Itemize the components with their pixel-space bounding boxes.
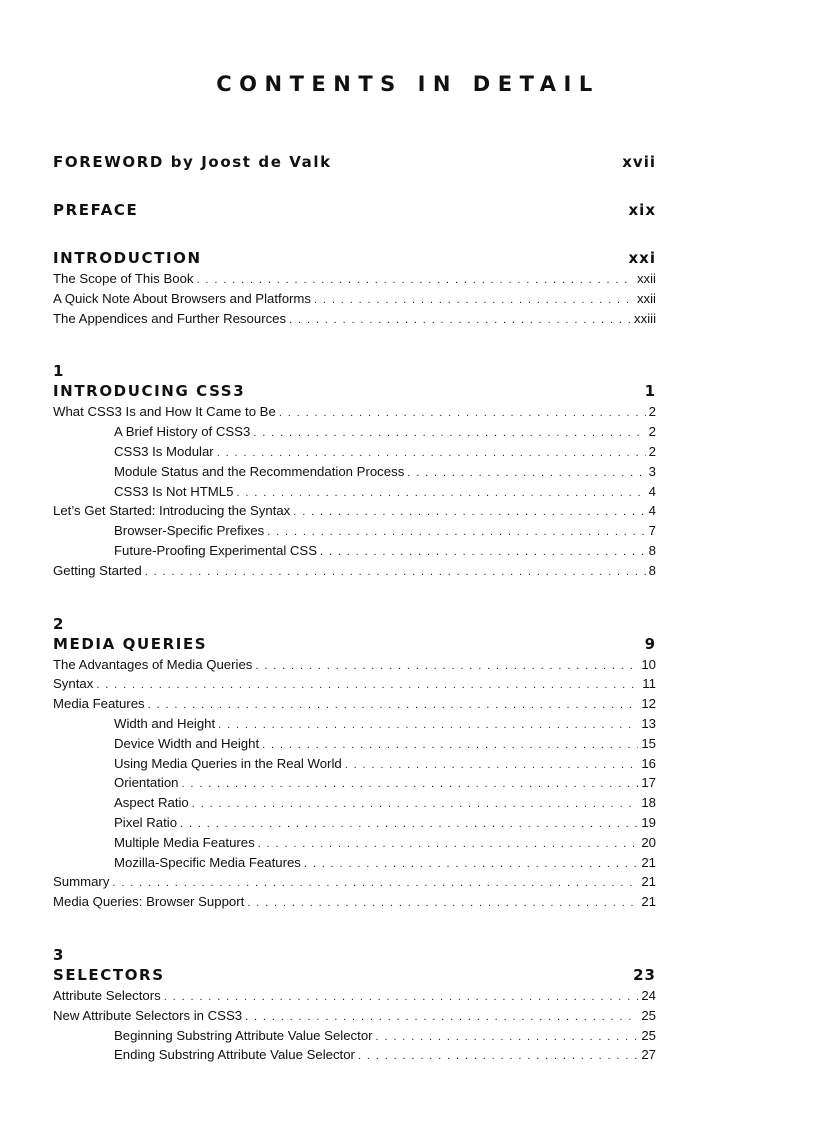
toc-entry-title: Pixel Ratio [114, 814, 178, 830]
toc-entry[interactable] [53, 310, 656, 330]
preface-label: PREFACE [53, 201, 139, 219]
preface-heading[interactable] [53, 198, 656, 222]
toc-entry-title: Syntax [53, 676, 94, 692]
toc-entry-page: 18 [641, 795, 656, 811]
leader-dots [236, 484, 645, 503]
leader-dots [314, 291, 634, 310]
toc-entry-page: 19 [641, 814, 656, 830]
toc-entry-title: Device Width and Height [114, 735, 260, 751]
toc-entry[interactable] [53, 755, 656, 775]
toc-entry[interactable] [53, 270, 656, 290]
toc-entry-page: 13 [641, 715, 656, 731]
toc-entry-page: 16 [641, 755, 656, 771]
leader-dots [253, 424, 645, 443]
toc-entry-title: Browser-Specific Prefixes [114, 523, 265, 539]
leader-dots [217, 444, 646, 463]
toc-entry[interactable] [53, 403, 656, 423]
toc-entry-title: A Quick Note About Browsers and Platforms [53, 290, 312, 306]
leader-dots [258, 835, 639, 854]
toc-entry[interactable] [53, 463, 656, 483]
leader-dots [345, 756, 639, 775]
toc-entry-title: Module Status and the Recommendation Process [114, 463, 405, 479]
chapter-heading[interactable] [53, 632, 656, 656]
introduction-label: INTRODUCTION [53, 249, 202, 267]
leader-dots [262, 736, 638, 755]
toc-entry[interactable] [53, 656, 656, 676]
toc-entry-title: Orientation [114, 775, 179, 791]
preface-section [53, 198, 656, 222]
toc-entry[interactable] [53, 794, 656, 814]
toc-entry-title: Aspect Ratio [114, 795, 189, 811]
toc-entry-title: The Appendices and Further Resources [53, 310, 287, 326]
toc-entry[interactable] [53, 873, 656, 893]
leader-dots [112, 874, 638, 893]
toc-entry[interactable] [53, 483, 656, 503]
leader-dots [145, 563, 646, 582]
leader-dots [376, 1028, 639, 1047]
leader-dots [96, 676, 639, 695]
toc-entry[interactable] [53, 443, 656, 463]
toc-entry-title: Getting Started [53, 562, 142, 578]
toc-entry-page: 24 [641, 987, 656, 1003]
leader-dots [267, 523, 645, 542]
toc-entry-title: Beginning Substring Attribute Value Selector [114, 1027, 373, 1043]
toc-entry-page: 21 [641, 854, 656, 870]
toc-entry[interactable] [53, 715, 656, 735]
chapter-section [53, 363, 656, 581]
toc-entry-page: 8 [648, 542, 656, 558]
toc-entry[interactable] [53, 290, 656, 310]
leader-dots [289, 311, 631, 330]
leader-dots [164, 988, 639, 1007]
leader-dots [293, 503, 645, 522]
introduction-section [53, 246, 656, 329]
toc-entry[interactable] [53, 735, 656, 755]
leader-dots [182, 775, 639, 794]
chapter-section [53, 947, 656, 1066]
toc-entry-page: 12 [641, 696, 656, 712]
leader-dots [358, 1047, 638, 1066]
introduction-entries [53, 270, 656, 329]
toc-entry-title: Attribute Selectors [53, 987, 161, 1003]
toc-entry[interactable] [53, 834, 656, 854]
toc-entry-page: 7 [648, 523, 656, 539]
leader-dots [148, 696, 639, 715]
preface-page: xix [628, 201, 656, 219]
toc-entry-page: 2 [648, 443, 656, 459]
toc-entry-page: 15 [641, 735, 656, 751]
toc-entry[interactable] [53, 522, 656, 542]
chapter-title: MEDIA QUERIES [53, 634, 208, 653]
toc-entry-page: 2 [648, 404, 656, 420]
leader-dots [279, 404, 646, 423]
toc-entry-page: 21 [641, 894, 656, 910]
toc-entry-page: 8 [648, 562, 656, 578]
toc-entry[interactable] [53, 854, 656, 874]
leader-dots [247, 894, 638, 913]
toc-entry-title: Width and Height [114, 715, 216, 731]
chapter-page: 1 [644, 382, 656, 401]
foreword-heading[interactable] [53, 150, 656, 174]
toc-entry-title: The Advantages of Media Queries [53, 656, 253, 672]
toc-entry-page: xxiii [634, 310, 656, 326]
chapter-number: 2 [53, 614, 64, 633]
toc-entry-title: CSS3 Is Not HTML5 [114, 483, 234, 499]
toc-entry[interactable] [53, 1007, 656, 1027]
toc-entry-title: New Attribute Selectors in CSS3 [53, 1007, 243, 1023]
toc-entry-page: xxii [636, 271, 656, 286]
toc-entry-title: Summary [53, 874, 110, 890]
introduction-page: xxi [628, 249, 656, 267]
toc-entry[interactable] [53, 542, 656, 562]
toc-entry-title: A Brief History of CSS3 [114, 424, 251, 440]
toc-entry-page: 10 [641, 656, 656, 672]
toc-entry-page: 3 [648, 463, 656, 479]
leader-dots [304, 855, 638, 874]
leader-dots [218, 716, 638, 735]
toc-entry-title: Let’s Get Started: Introducing the Syntax [53, 503, 291, 519]
toc-entry-title: Future-Proofing Experimental CSS [114, 542, 318, 558]
toc-entry-title: Media Features [53, 696, 145, 712]
chapter-title: SELECTORS [53, 965, 165, 984]
toc-entry-page: xxii [636, 290, 656, 306]
toc-entry-page: 2 [648, 424, 656, 440]
toc-entry[interactable] [53, 502, 656, 522]
toc-entry[interactable] [53, 774, 656, 794]
toc-entry[interactable] [53, 423, 656, 443]
toc-entry-title: Media Queries: Browser Support [53, 894, 245, 910]
leader-dots [407, 464, 645, 483]
toc-entry-title: Multiple Media Features [114, 834, 255, 850]
leader-dots [320, 543, 646, 562]
chapter-heading[interactable] [53, 963, 656, 987]
chapter-number: 3 [53, 945, 64, 964]
foreword-section [53, 150, 656, 174]
table-of-contents [53, 150, 656, 1066]
toc-entry[interactable] [53, 987, 656, 1007]
leader-dots [192, 795, 639, 814]
toc-entry-page: 20 [641, 834, 656, 850]
toc-entry[interactable] [53, 1046, 656, 1066]
foreword-page: xvii [622, 153, 656, 171]
leader-dots [197, 271, 634, 290]
page-title: CONTENTS IN DETAIL [216, 72, 600, 96]
chapter-page: 9 [644, 634, 656, 653]
introduction-heading[interactable] [53, 246, 656, 270]
toc-entry-title: CSS3 Is Modular [114, 443, 214, 459]
leader-dots [180, 815, 638, 834]
toc-entry-page: 25 [641, 1007, 656, 1023]
toc-entry-title: Mozilla-Specific Media Features [114, 854, 301, 870]
toc-entry-page: 25 [641, 1027, 656, 1043]
toc-entry-title: Using Media Queries in the Real World [114, 755, 342, 771]
toc-entry-page: 4 [648, 483, 656, 499]
toc-entry-title: What CSS3 Is and How It Came to Be [53, 404, 276, 420]
toc-entry[interactable] [53, 695, 656, 715]
toc-entry[interactable] [53, 893, 656, 913]
foreword-label: FOREWORD by Joost de Valk [53, 153, 332, 171]
toc-entry-page: 21 [641, 874, 656, 890]
toc-entry[interactable] [53, 675, 656, 695]
toc-entry[interactable] [53, 562, 656, 582]
toc-entry-page: 17 [641, 775, 656, 791]
chapter-title: INTRODUCING CSS3 [53, 382, 246, 401]
toc-entry-title: Ending Substring Attribute Value Selector [114, 1047, 355, 1063]
chapter-number: 1 [53, 362, 64, 381]
toc-entry[interactable] [53, 814, 656, 834]
chapter-page: 23 [633, 965, 656, 984]
toc-entry[interactable] [53, 1027, 656, 1047]
toc-entry-page: 27 [641, 1047, 656, 1063]
leader-dots [255, 657, 638, 676]
chapter-list [53, 363, 656, 1066]
toc-entry-page: 11 [642, 676, 656, 692]
toc-entry-page: 4 [648, 503, 656, 519]
toc-entry-title: The Scope of This Book [53, 271, 194, 286]
chapter-heading[interactable] [53, 379, 656, 403]
chapter-section [53, 616, 656, 913]
leader-dots [245, 1008, 638, 1027]
